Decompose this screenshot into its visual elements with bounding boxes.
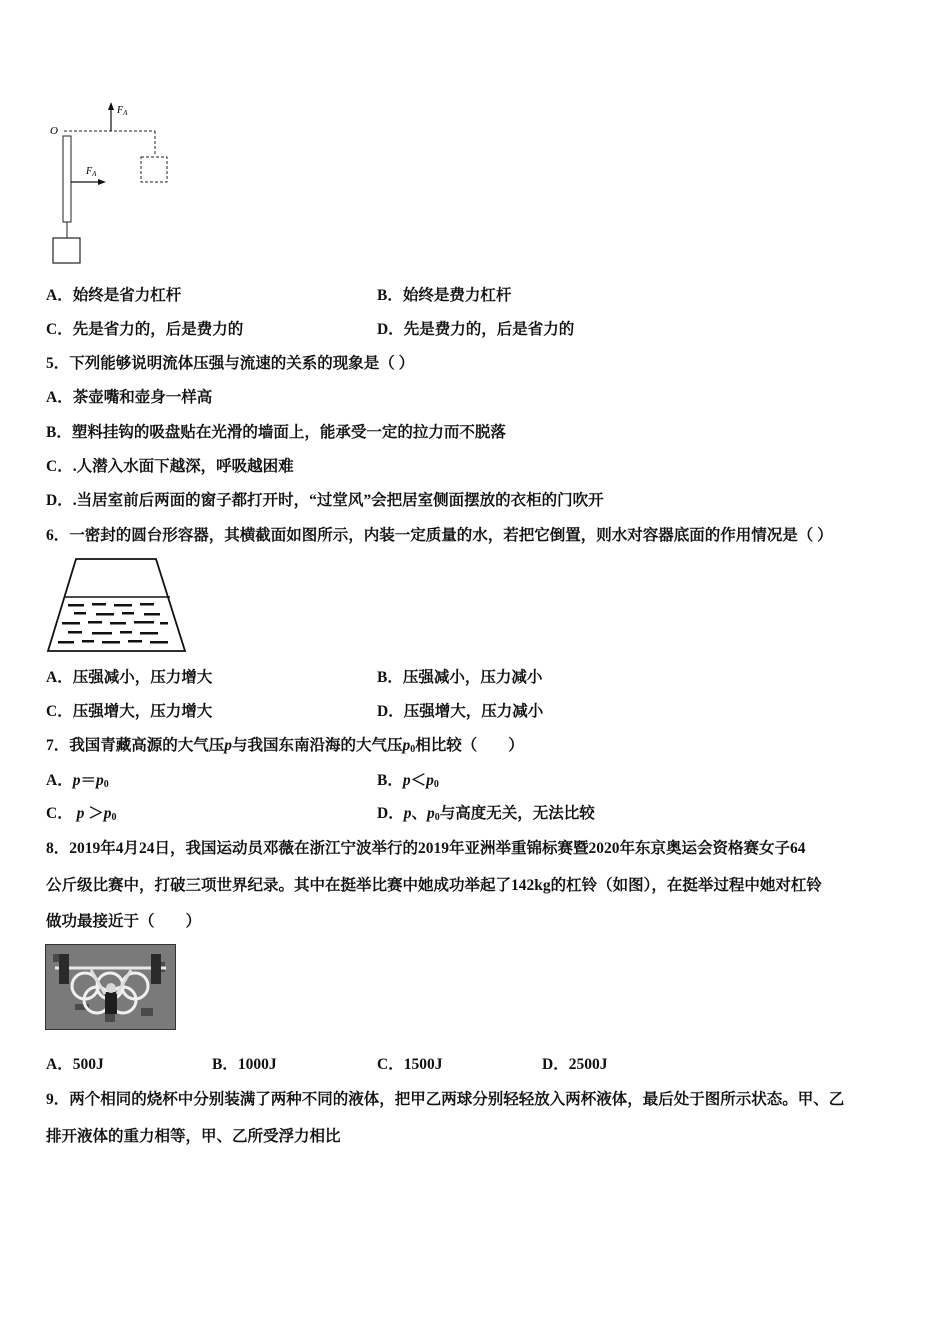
q7-option-a: A．$p=p_0$ <box>46 772 109 790</box>
q5-option-a: A．茶壶嘴和壶身一样高 <box>46 389 213 406</box>
force-label-top: $F_A$ <box>117 105 128 117</box>
plate-right <box>151 954 161 984</box>
force-label-side: $F_A$ <box>86 166 97 178</box>
q8-stem-line3: 做功最接近于（ ） <box>46 913 202 930</box>
hanging-weight <box>53 238 80 263</box>
q8-option-c: C．1500J <box>377 1056 443 1073</box>
q9-stem-line2: 排开液体的重力相等，甲、乙所受浮力相比 <box>46 1128 341 1145</box>
q6-option-d: D．压强增大，压力减小 <box>377 703 544 720</box>
q6-stem: 6．一密封的圆台形容器，其横截面如图所示，内装一定质量的水，若把它倒置，则水对容器底面的作用情况是（ ） <box>46 527 833 544</box>
q4-option-c: C．先是省力的，后是费力的 <box>46 321 244 338</box>
q8-option-d: D．2500J <box>542 1056 608 1073</box>
q6-option-a: A．压强减小，压力增大 <box>46 669 213 686</box>
q8-stem-line2: 公斤级比赛中，打破三项世界纪录。其中在挺举比赛中她成功举起了142kg的杠铃（如图），在挺举过程中她对杠铃 <box>46 877 822 894</box>
q5-option-d: D．.当居室前后两面的窗子都打开时，“过堂风”会把居室侧面摆放的衣柜的门吹开 <box>46 492 604 509</box>
q4-option-d: D．先是费力的，后是省力的 <box>377 321 575 338</box>
q7-option-b: B．$p<p_0$ <box>377 772 439 790</box>
q8-option-b: B．1000J <box>212 1056 277 1073</box>
q8-option-a: A．500J <box>46 1056 104 1073</box>
dashed-weight-box <box>141 157 167 182</box>
q6-option-c: C．压强增大，压力增大 <box>46 703 213 720</box>
q9-stem-line1: 9．两个相同的烧杯中分别装满了两种不同的液体，把甲乙两球分别轻轻放入两杯液体，最后处于图所示状态。甲、乙 <box>46 1091 845 1108</box>
q5-stem: 5．下列能够说明流体压强与流速的关系的现象是（ ） <box>46 355 415 372</box>
q4-option-b: B．始终是费力杠杆 <box>377 287 512 304</box>
lever-rod <box>63 136 71 222</box>
q7-option-c: C． $p >p_0$ <box>46 805 117 823</box>
lever-figure <box>40 98 190 270</box>
q4-option-a: A．始终是省力杠杆 <box>46 287 182 304</box>
force-arrow-right-head <box>98 179 106 185</box>
athlete-head <box>106 983 116 993</box>
force-arrow-up-head <box>108 102 114 110</box>
q6-option-b: B．压强减小，压力减小 <box>377 669 543 686</box>
q5-option-b: B．塑料挂钩的吸盘贴在光滑的墙面上，能承受一定的拉力而不脱落 <box>46 424 506 441</box>
q7-option-d: D．p、$p_0$与高度无关，无法比较 <box>377 805 595 823</box>
frustum-container-figure <box>44 556 190 656</box>
q5-option-c: C．.人潜入水面下越深，呼吸越困难 <box>46 458 294 475</box>
weightlifter-photo <box>45 944 176 1030</box>
origin-label: O <box>50 125 58 137</box>
plate-left <box>59 954 69 984</box>
q8-stem-line1: 8．2019年4月24日，我国运动员邓薇在浙江宁波举行的2019年亚洲举重锦标赛暨2020年东京奥运会资格赛女子64 <box>46 840 806 857</box>
q7-stem: 7．我国青藏高源的大气压p与我国东南沿海的大气压$p_0$相比较（ ） <box>46 737 524 755</box>
athlete-body <box>105 992 117 1014</box>
